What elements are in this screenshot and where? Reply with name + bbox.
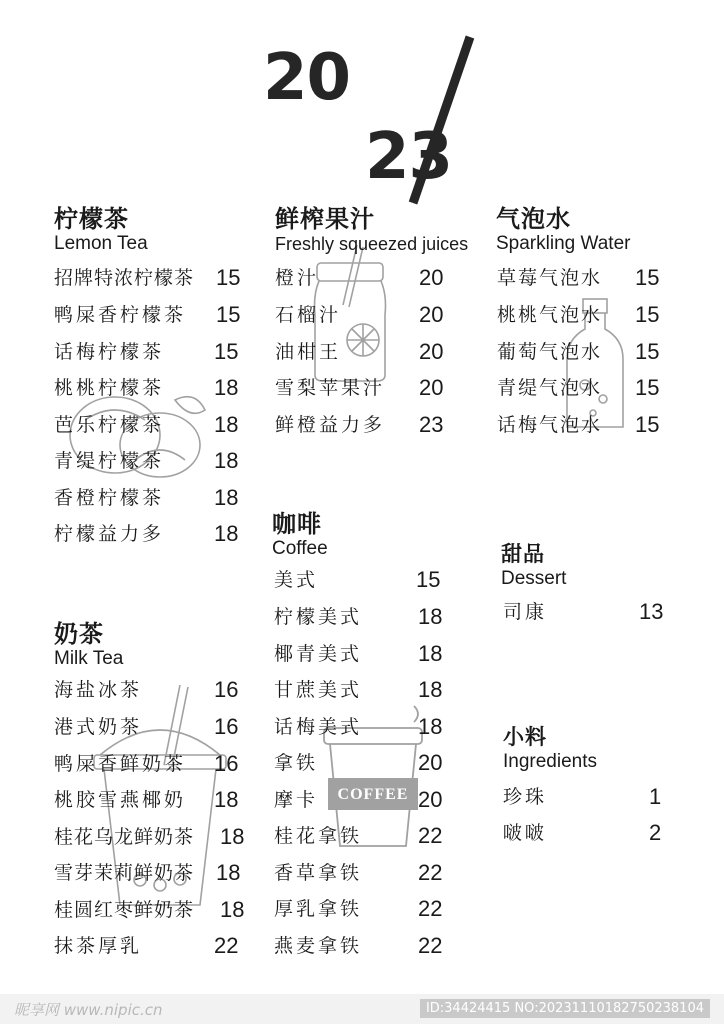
item-price: 16 — [214, 714, 239, 739]
item-price: 18 — [214, 375, 239, 400]
item-price: 15 — [416, 567, 441, 592]
item-price: 20 — [419, 375, 444, 400]
item-price: 18 — [214, 485, 239, 510]
item-price: 20 — [419, 302, 444, 327]
coffee-cup-label: COFFEE — [337, 786, 409, 803]
item-name: 拿铁 — [274, 752, 319, 774]
item-name: 话梅美式 — [274, 716, 363, 738]
item-price: 20 — [418, 787, 443, 812]
item-name: 美式 — [274, 569, 319, 591]
item-price: 15 — [214, 339, 239, 364]
year-top-digits: 20 — [263, 41, 351, 115]
watermark-text: 昵享网 www.nipic.cn — [14, 1001, 163, 1019]
item-price: 2 — [649, 820, 662, 845]
section-title-zh: 奶茶 — [54, 620, 104, 648]
item-name: 草莓气泡水 — [497, 267, 603, 289]
item-price: 16 — [214, 677, 239, 702]
item-name: 葡萄气泡水 — [497, 341, 603, 363]
item-price: 15 — [635, 302, 660, 327]
item-price: 15 — [635, 375, 660, 400]
section-milk-tea — [54, 620, 123, 670]
item-name: 柠檬益力多 — [54, 523, 165, 545]
section-title-zh: 柠檬茶 — [54, 205, 129, 233]
item-name: 鲜橙益力多 — [275, 414, 386, 436]
item-name: 油柑王 — [275, 341, 342, 363]
item-name: 芭乐柠檬茶 — [54, 414, 165, 436]
item-name: 青缇柠檬茶 — [54, 450, 165, 472]
section-title-en: Ingredients — [503, 751, 598, 772]
item-price: 18 — [220, 897, 245, 922]
section-title-en: Sparkling Water — [496, 233, 631, 254]
item-name: 抹茶厚乳 — [54, 935, 143, 957]
section-title-zh: 咖啡 — [272, 510, 322, 538]
item-price: 18 — [418, 604, 443, 629]
item-price: 22 — [418, 823, 443, 848]
item-name: 桃桃气泡水 — [497, 304, 603, 326]
item-name: 雪梨苹果汁 — [275, 377, 386, 399]
section-sparkling-water — [496, 205, 630, 255]
item-name: 椰青美式 — [274, 643, 363, 665]
item-price: 15 — [216, 265, 241, 290]
item-name: 话梅气泡水 — [497, 414, 603, 436]
item-name: 香橙柠檬茶 — [54, 487, 165, 509]
item-price: 15 — [635, 339, 660, 364]
item-name: 桂花拿铁 — [274, 825, 363, 847]
item-price: 15 — [635, 265, 660, 290]
item-name: 桂圆红枣鲜奶茶 — [54, 899, 195, 921]
item-name: 柠檬美式 — [274, 606, 363, 628]
item-name: 海盐冰茶 — [54, 679, 143, 701]
item-name: 雪芽茉莉鲜奶茶 — [54, 862, 195, 884]
item-name: 珍珠 — [503, 786, 548, 808]
item-price: 18 — [418, 641, 443, 666]
item-price: 18 — [216, 860, 241, 885]
section-title-en: Coffee — [272, 538, 328, 559]
item-price: 18 — [214, 412, 239, 437]
item-price: 22 — [418, 896, 443, 921]
section-title-en: Freshly squeezed juices — [275, 234, 469, 254]
item-price: 23 — [419, 412, 444, 437]
section-title-en: Lemon Tea — [54, 233, 148, 254]
item-name: 话梅柠檬茶 — [54, 341, 165, 363]
section-title-zh: 鲜榨果汁 — [275, 205, 375, 233]
item-name: 鸭屎香鲜奶茶 — [54, 753, 187, 775]
item-price: 1 — [649, 784, 662, 809]
item-price: 22 — [214, 933, 239, 958]
item-name: 青缇气泡水 — [497, 377, 603, 399]
item-name: 燕麦拿铁 — [274, 935, 363, 957]
item-price: 18 — [214, 448, 239, 473]
item-price: 22 — [418, 860, 443, 885]
item-name: 啵啵 — [503, 822, 548, 844]
section-dessert — [501, 540, 566, 590]
item-name: 鸭屎香柠檬茶 — [54, 304, 187, 326]
item-price: 13 — [639, 599, 664, 624]
item-name: 港式奶茶 — [54, 716, 143, 738]
section-title-en: Milk Tea — [54, 648, 124, 669]
item-name: 甘蔗美式 — [274, 679, 363, 701]
section-title-zh: 甜品 — [501, 542, 545, 566]
item-name: 桃胶雪燕椰奶 — [54, 789, 187, 811]
item-name: 摩卡 — [274, 789, 319, 811]
section-coffee — [272, 510, 328, 560]
item-name: 石榴汁 — [275, 304, 342, 326]
watermark-footer — [0, 994, 724, 1024]
item-name: 橙汁 — [275, 267, 320, 289]
item-price: 18 — [418, 677, 443, 702]
image-id-text: ID:34424415 NO:20231110182750238104 — [420, 999, 710, 1018]
item-name: 司康 — [503, 601, 548, 623]
item-price: 15 — [635, 412, 660, 437]
section-ingredients — [503, 723, 597, 773]
section-title-en: Dessert — [501, 568, 567, 589]
section-lemon-tea — [54, 205, 148, 255]
year-heading — [255, 25, 475, 205]
item-price: 22 — [418, 933, 443, 958]
section-fresh-juice — [275, 205, 468, 255]
item-price: 18 — [220, 824, 245, 849]
year-bottom-digits: 23 — [365, 120, 453, 194]
item-price: 18 — [214, 787, 239, 812]
item-name: 厚乳拿铁 — [274, 898, 363, 920]
item-price: 18 — [418, 714, 443, 739]
item-price: 20 — [419, 339, 444, 364]
item-price: 20 — [419, 265, 444, 290]
item-name: 招牌特浓柠檬茶 — [54, 267, 195, 289]
item-price: 20 — [418, 750, 443, 775]
section-title-zh: 气泡水 — [496, 205, 571, 233]
item-name: 桃桃柠檬茶 — [54, 377, 165, 399]
section-title-zh: 小料 — [503, 725, 547, 749]
item-name: 桂花乌龙鲜奶茶 — [54, 826, 195, 848]
item-name: 香草拿铁 — [274, 862, 363, 884]
item-price: 15 — [216, 302, 241, 327]
item-price: 18 — [214, 521, 239, 546]
item-price: 16 — [214, 751, 239, 776]
